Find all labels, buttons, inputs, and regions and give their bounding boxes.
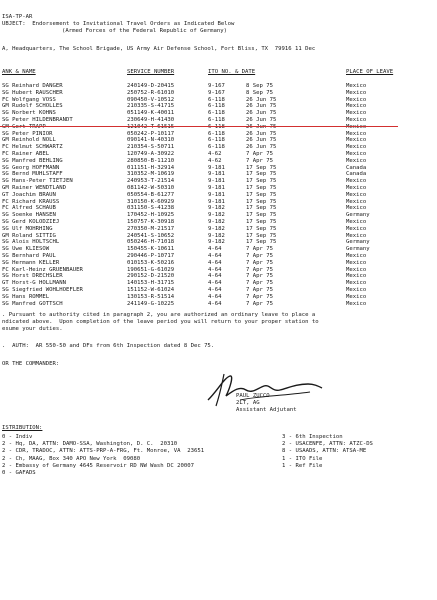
row-ito-number: 9-182 — [208, 205, 225, 212]
row-rank-name: GM Reinhold NOLL — [2, 137, 56, 144]
row-service-number: 290446-P-10717 — [127, 253, 175, 259]
row-rank-name: SG Norbert KOHNS — [2, 110, 56, 117]
row-place-of-leave: Mexico — [346, 191, 367, 198]
row-ito-number: 6-118 — [208, 103, 225, 110]
row-rank-name: SG Peter HILDENBRANDT — [2, 117, 73, 123]
row-service-number: 031150-S-41238 — [127, 205, 175, 212]
row-ito-date: 26 Jun 75 — [246, 96, 277, 103]
row-rank-name: SG Manfred BEHLING — [2, 157, 63, 164]
row-ito-number: 9-182 — [208, 239, 225, 246]
row-rank-name: SG Siegfried WOHLHOEFLER — [2, 287, 83, 293]
row-rank-name: FC Wolfgang VOSS — [2, 96, 56, 103]
row-ito-date: 26 Jun 75 — [246, 103, 277, 110]
row-place-of-leave: Mexico — [346, 293, 367, 300]
row-ito-date: 17 Sep 75 — [246, 225, 277, 232]
row-rank-name: SG Uwe KLIESOW — [2, 246, 50, 253]
row-ito-date: 17 Sep 75 — [246, 212, 277, 219]
row-rank-name: SG Soenke HANSEN — [2, 212, 56, 219]
distribution-item: 8 - USAADS, ATTN: ATSA-ME — [282, 448, 367, 455]
signer-rank: 2LT, AG — [236, 400, 260, 406]
distribution-item: 1 - Ref File — [282, 462, 323, 469]
distribution-item: 2 - CDR, TRADOC, ATTN: ATTS-PRP-A-FRG, Ft. Monroe, VA 23651 — [2, 448, 205, 455]
row-ito-number: 9-182 — [208, 225, 225, 232]
row-place-of-leave: Mexico — [346, 137, 367, 144]
row-ito-date: 26 Jun 75 — [246, 117, 277, 123]
row-place-of-leave: Canada — [346, 164, 367, 171]
row-ito-number: 4-64 — [208, 273, 222, 280]
row-place-of-leave: Mexico — [346, 225, 367, 232]
row-place-of-leave: Germany — [346, 239, 370, 246]
row-rank-name: SG Hans-Peter TIETJEN — [2, 178, 73, 185]
row-ito-number: 4-64 — [208, 300, 222, 307]
row-rank-name: GM Rainer WENDTLAND — [2, 185, 66, 191]
row-service-number: 050246-H-71018 — [127, 239, 175, 246]
row-rank-name: FC Karl-Heinz GRUENBAUER — [2, 266, 83, 273]
row-service-number: 170452-H-10925 — [127, 212, 175, 219]
row-ito-date: 17 Sep 75 — [246, 178, 277, 185]
row-rank-name: FC Richard KRAUSS — [2, 198, 60, 205]
leave-paragraph-line-3: esume your duties. — [2, 326, 63, 332]
row-ito-date: 26 Jun 75 — [246, 137, 277, 144]
row-place-of-leave: Germany — [346, 246, 370, 253]
signer-name: PAUL ZUCCO — [236, 393, 270, 399]
row-place-of-leave: Mexico — [346, 273, 367, 280]
row-ito-date: 26 Jun 75 — [246, 144, 277, 151]
row-ito-date: 7 Apr 75 — [246, 253, 273, 259]
row-ito-number: 9-181 — [208, 178, 225, 185]
row-rank-name: SG Gerd KOLODZIEJ — [2, 219, 60, 225]
row-ito-date: 7 Apr 75 — [246, 246, 273, 253]
row-service-number: 310352-M-10619 — [127, 171, 175, 178]
subject-line-2: (Armed Forces of the Federal Republic of Germany) — [62, 28, 228, 34]
distribution-item: 0 - GAFADS — [2, 470, 36, 476]
row-place-of-leave: Mexico — [346, 185, 367, 191]
distribution-item: 0 - Indiv — [2, 434, 33, 440]
row-ito-number: 6-118 — [208, 137, 225, 144]
row-place-of-leave: Mexico — [346, 198, 367, 205]
row-ito-date: 17 Sep 75 — [246, 205, 277, 212]
row-place-of-leave: Mexico — [346, 287, 367, 293]
distribution-heading: ISTRIBUTION: — [2, 425, 43, 431]
row-ito-number: 6-118 — [208, 144, 225, 151]
row-ito-date: 17 Sep 75 — [246, 191, 277, 198]
row-rank-name: SG Alois HOLTSCHL — [2, 239, 60, 246]
row-service-number: 310150-K-60929 — [127, 198, 175, 205]
row-ito-number: 4-64 — [208, 287, 222, 293]
row-rank-name: SG Hans ROMMEL — [2, 293, 50, 300]
distribution-item: 2 - USACENFE, ATTN: ATZC-DS — [282, 441, 373, 448]
row-ito-number: 9-167 — [208, 89, 225, 96]
row-ito-number: 9-181 — [208, 185, 225, 191]
row-ito-date: 8 Sep 75 — [246, 89, 273, 96]
row-ito-number: 6-118 — [208, 130, 225, 137]
row-service-number: 090450-V-10512 — [127, 96, 175, 103]
row-service-number: 010153-K-50216 — [127, 259, 175, 266]
row-service-number: 151152-W-61024 — [127, 287, 175, 293]
row-ito-date: 17 Sep 75 — [246, 232, 277, 239]
row-place-of-leave: Canada — [346, 171, 367, 178]
row-place-of-leave: Mexico — [346, 205, 367, 212]
row-ito-number: 6-118 — [208, 117, 225, 123]
row-rank-name: SG Hermann KELLER — [2, 259, 60, 266]
row-rank-name: GM Rudolf SCHOLLES — [2, 103, 63, 110]
row-rank-name: FC Helmut SCHWARTZ — [2, 144, 63, 151]
row-service-number: 290152-D-21520 — [127, 273, 175, 280]
row-ito-date: 7 Apr 75 — [246, 287, 273, 293]
row-place-of-leave: Mexico — [346, 144, 367, 151]
row-service-number: 240541-S-10652 — [127, 232, 175, 239]
row-ito-date: 7 Apr 75 — [246, 300, 273, 307]
row-rank-name: FC Rainer ABEL — [2, 151, 50, 157]
distribution-item: 3 - 6th Inspection — [282, 434, 343, 440]
row-ito-number: 4-62 — [208, 151, 222, 157]
handwritten-signature — [200, 370, 330, 410]
row-service-number: 250752-R-61010 — [127, 89, 175, 96]
row-place-of-leave: Mexico — [346, 253, 367, 259]
row-service-number: 050242-P-10117 — [127, 130, 175, 137]
row-place-of-leave: Mexico — [346, 219, 367, 225]
row-service-number: 050554-B-61277 — [127, 191, 175, 198]
row-ito-number: 9-182 — [208, 212, 225, 219]
subject-line: UBJECT: Endorsement to Invitational Travel Orders as Indicated Below — [2, 21, 235, 27]
row-service-number: 150455-K-10611 — [127, 246, 175, 253]
row-rank-name: GT Joachim BRAUN — [2, 191, 56, 198]
row-ito-date: 7 Apr 75 — [246, 151, 273, 157]
row-rank-name: GM Roland SITTIG — [2, 232, 56, 239]
row-rank-name: SG Reinhard DANGER — [2, 83, 63, 89]
row-ito-number: 9-181 — [208, 171, 225, 178]
row-place-of-leave: Mexico — [346, 259, 367, 266]
row-service-number: 230649-H-41430 — [127, 117, 175, 123]
row-rank-name: SG Georg HOFFMANN — [2, 164, 60, 171]
row-ito-date: 17 Sep 75 — [246, 239, 277, 246]
row-service-number: 011151-H-32914 — [127, 164, 175, 171]
row-ito-date: 17 Sep 75 — [246, 171, 277, 178]
row-service-number: 190651-G-61029 — [127, 266, 175, 273]
row-ito-date: 7 Apr 75 — [246, 280, 273, 287]
row-rank-name: FC Alfred SCHAUB — [2, 205, 56, 212]
row-place-of-leave: Mexico — [346, 157, 367, 164]
row-place-of-leave: Mexico — [346, 178, 367, 185]
distribution-item: 2 - Hq, DA, ATTN: DAMO-SSA, Washington, D. C. 20310 — [2, 441, 178, 448]
row-ito-date: 7 Apr 75 — [246, 157, 273, 164]
row-place-of-leave: Mexico — [346, 266, 367, 273]
distribution-item: 1 - ITO File — [282, 455, 323, 462]
row-rank-name: SG Bernd MUHLSTAFF — [2, 171, 63, 178]
row-place-of-leave: Mexico — [346, 300, 367, 307]
row-rank-name: SG Horst DRECHSLER — [2, 273, 63, 280]
row-place-of-leave: Germany — [346, 212, 370, 219]
row-ito-number: 4-64 — [208, 280, 222, 287]
row-ito-date: 17 Sep 75 — [246, 219, 277, 225]
signer-title: Assistant Adjutant — [236, 407, 297, 413]
row-service-number: 120749-A-30922 — [127, 151, 175, 157]
row-ito-number: 9-181 — [208, 191, 225, 198]
header-rank-name: ANK & NAME — [2, 69, 36, 75]
row-ito-number: 9-167 — [208, 83, 225, 89]
row-ito-number: 9-182 — [208, 232, 225, 239]
row-ito-date: 17 Sep 75 — [246, 185, 277, 191]
row-ito-date: 26 Jun 75 — [246, 110, 277, 117]
row-service-number: 270350-M-21517 — [127, 225, 175, 232]
row-ito-date: 7 Apr 75 — [246, 273, 273, 280]
reference-code: ISA-TP-AR — [2, 14, 33, 20]
row-ito-number: 9-181 — [208, 198, 225, 205]
endorsement-line: A, Headquarters, The School Brigade, US Army Air Defense School, Fort Bliss, TX 79916 11 Dec — [2, 46, 316, 52]
row-place-of-leave: Mexico — [346, 103, 367, 110]
row-ito-number: 4-64 — [208, 246, 222, 253]
row-ito-number: 6-118 — [208, 110, 225, 117]
row-ito-date: 7 Apr 75 — [246, 293, 273, 300]
row-ito-number: 4-64 — [208, 253, 222, 259]
row-ito-date: 8 Sep 75 — [246, 83, 273, 89]
distribution-item: 2 - Embassy of Germany 4645 Reservoir RD NW Wash DC 20007 — [2, 462, 194, 469]
for-the-commander: OR THE COMMANDER: — [2, 361, 60, 367]
header-service-number: SERVICE NUMBER — [127, 69, 175, 75]
leave-paragraph-line-2: ndicated above. Upon completion of the leave period you will return to your proper station to — [2, 319, 319, 325]
row-service-number: 130153-R-51514 — [127, 293, 175, 300]
distribution-item: 2 - Ch, MAAG, Box 340 APO New York 09080 — [2, 455, 141, 462]
header-place-of-leave: PLACE OF LEAVE — [346, 69, 394, 75]
row-rank-name: SG Ulf MOHRHING — [2, 225, 53, 232]
row-service-number: 140153-H-31715 — [127, 280, 175, 287]
row-ito-number: 4-62 — [208, 157, 222, 164]
row-ito-number: 4-64 — [208, 293, 222, 300]
row-place-of-leave: Mexico — [346, 83, 367, 89]
row-place-of-leave: Mexico — [346, 232, 367, 239]
highlight-underline — [0, 126, 398, 127]
header-ito-date: ITO NO. & DATE — [208, 69, 256, 75]
row-ito-date: 26 Jun 75 — [246, 130, 277, 137]
row-rank-name: GT Horst-G HOLLMANN — [2, 280, 66, 287]
row-place-of-leave: Mexico — [346, 89, 367, 96]
row-ito-number: 9-181 — [208, 164, 225, 171]
row-ito-date: 7 Apr 75 — [246, 266, 273, 273]
row-ito-date: 7 Apr 75 — [246, 259, 273, 266]
row-service-number: 090141-N-40310 — [127, 137, 175, 144]
row-ito-number: 4-64 — [208, 266, 222, 273]
row-rank-name: SG Manfred GOTTSCH — [2, 300, 63, 307]
row-ito-number: 4-64 — [208, 259, 222, 266]
leave-paragraph-line-1: . Pursuant to authority cited in paragraph 2, you are authorized an ordinary leave to place a — [2, 312, 316, 318]
row-place-of-leave: Mexico — [346, 117, 367, 123]
row-ito-number: 6-118 — [208, 96, 225, 103]
row-place-of-leave: Mexico — [346, 280, 367, 287]
row-service-number: 240953-T-21514 — [127, 178, 175, 185]
row-rank-name: SG Hubert RAUSCHER — [2, 89, 63, 96]
row-ito-number: 9-182 — [208, 219, 225, 225]
row-ito-date: 17 Sep 75 — [246, 164, 277, 171]
row-service-number: 051149-K-40011 — [127, 110, 175, 117]
row-service-number: 210335-S-41715 — [127, 103, 175, 110]
row-service-number: 241149-G-10225 — [127, 300, 175, 307]
row-service-number: 210354-S-50711 — [127, 144, 175, 151]
authority-line: . AUTH: AR 550-50 and DFs from 6th Inspection dated 8 Dec 75. — [2, 343, 215, 349]
row-place-of-leave: Mexico — [346, 151, 367, 157]
row-service-number: 280850-B-11210 — [127, 157, 175, 164]
row-rank-name: SG Bernhard PAUL — [2, 253, 56, 259]
row-place-of-leave: Mexico — [346, 96, 367, 103]
row-service-number: 081142-W-50310 — [127, 185, 175, 191]
row-place-of-leave: Mexico — [346, 110, 367, 117]
row-service-number: 240149-D-20415 — [127, 83, 175, 89]
row-ito-date: 17 Sep 75 — [246, 198, 277, 205]
row-place-of-leave: Mexico — [346, 130, 367, 137]
row-rank-name: SG Peter PINIOR — [2, 130, 53, 137]
row-service-number: 150757-K-30918 — [127, 219, 175, 225]
